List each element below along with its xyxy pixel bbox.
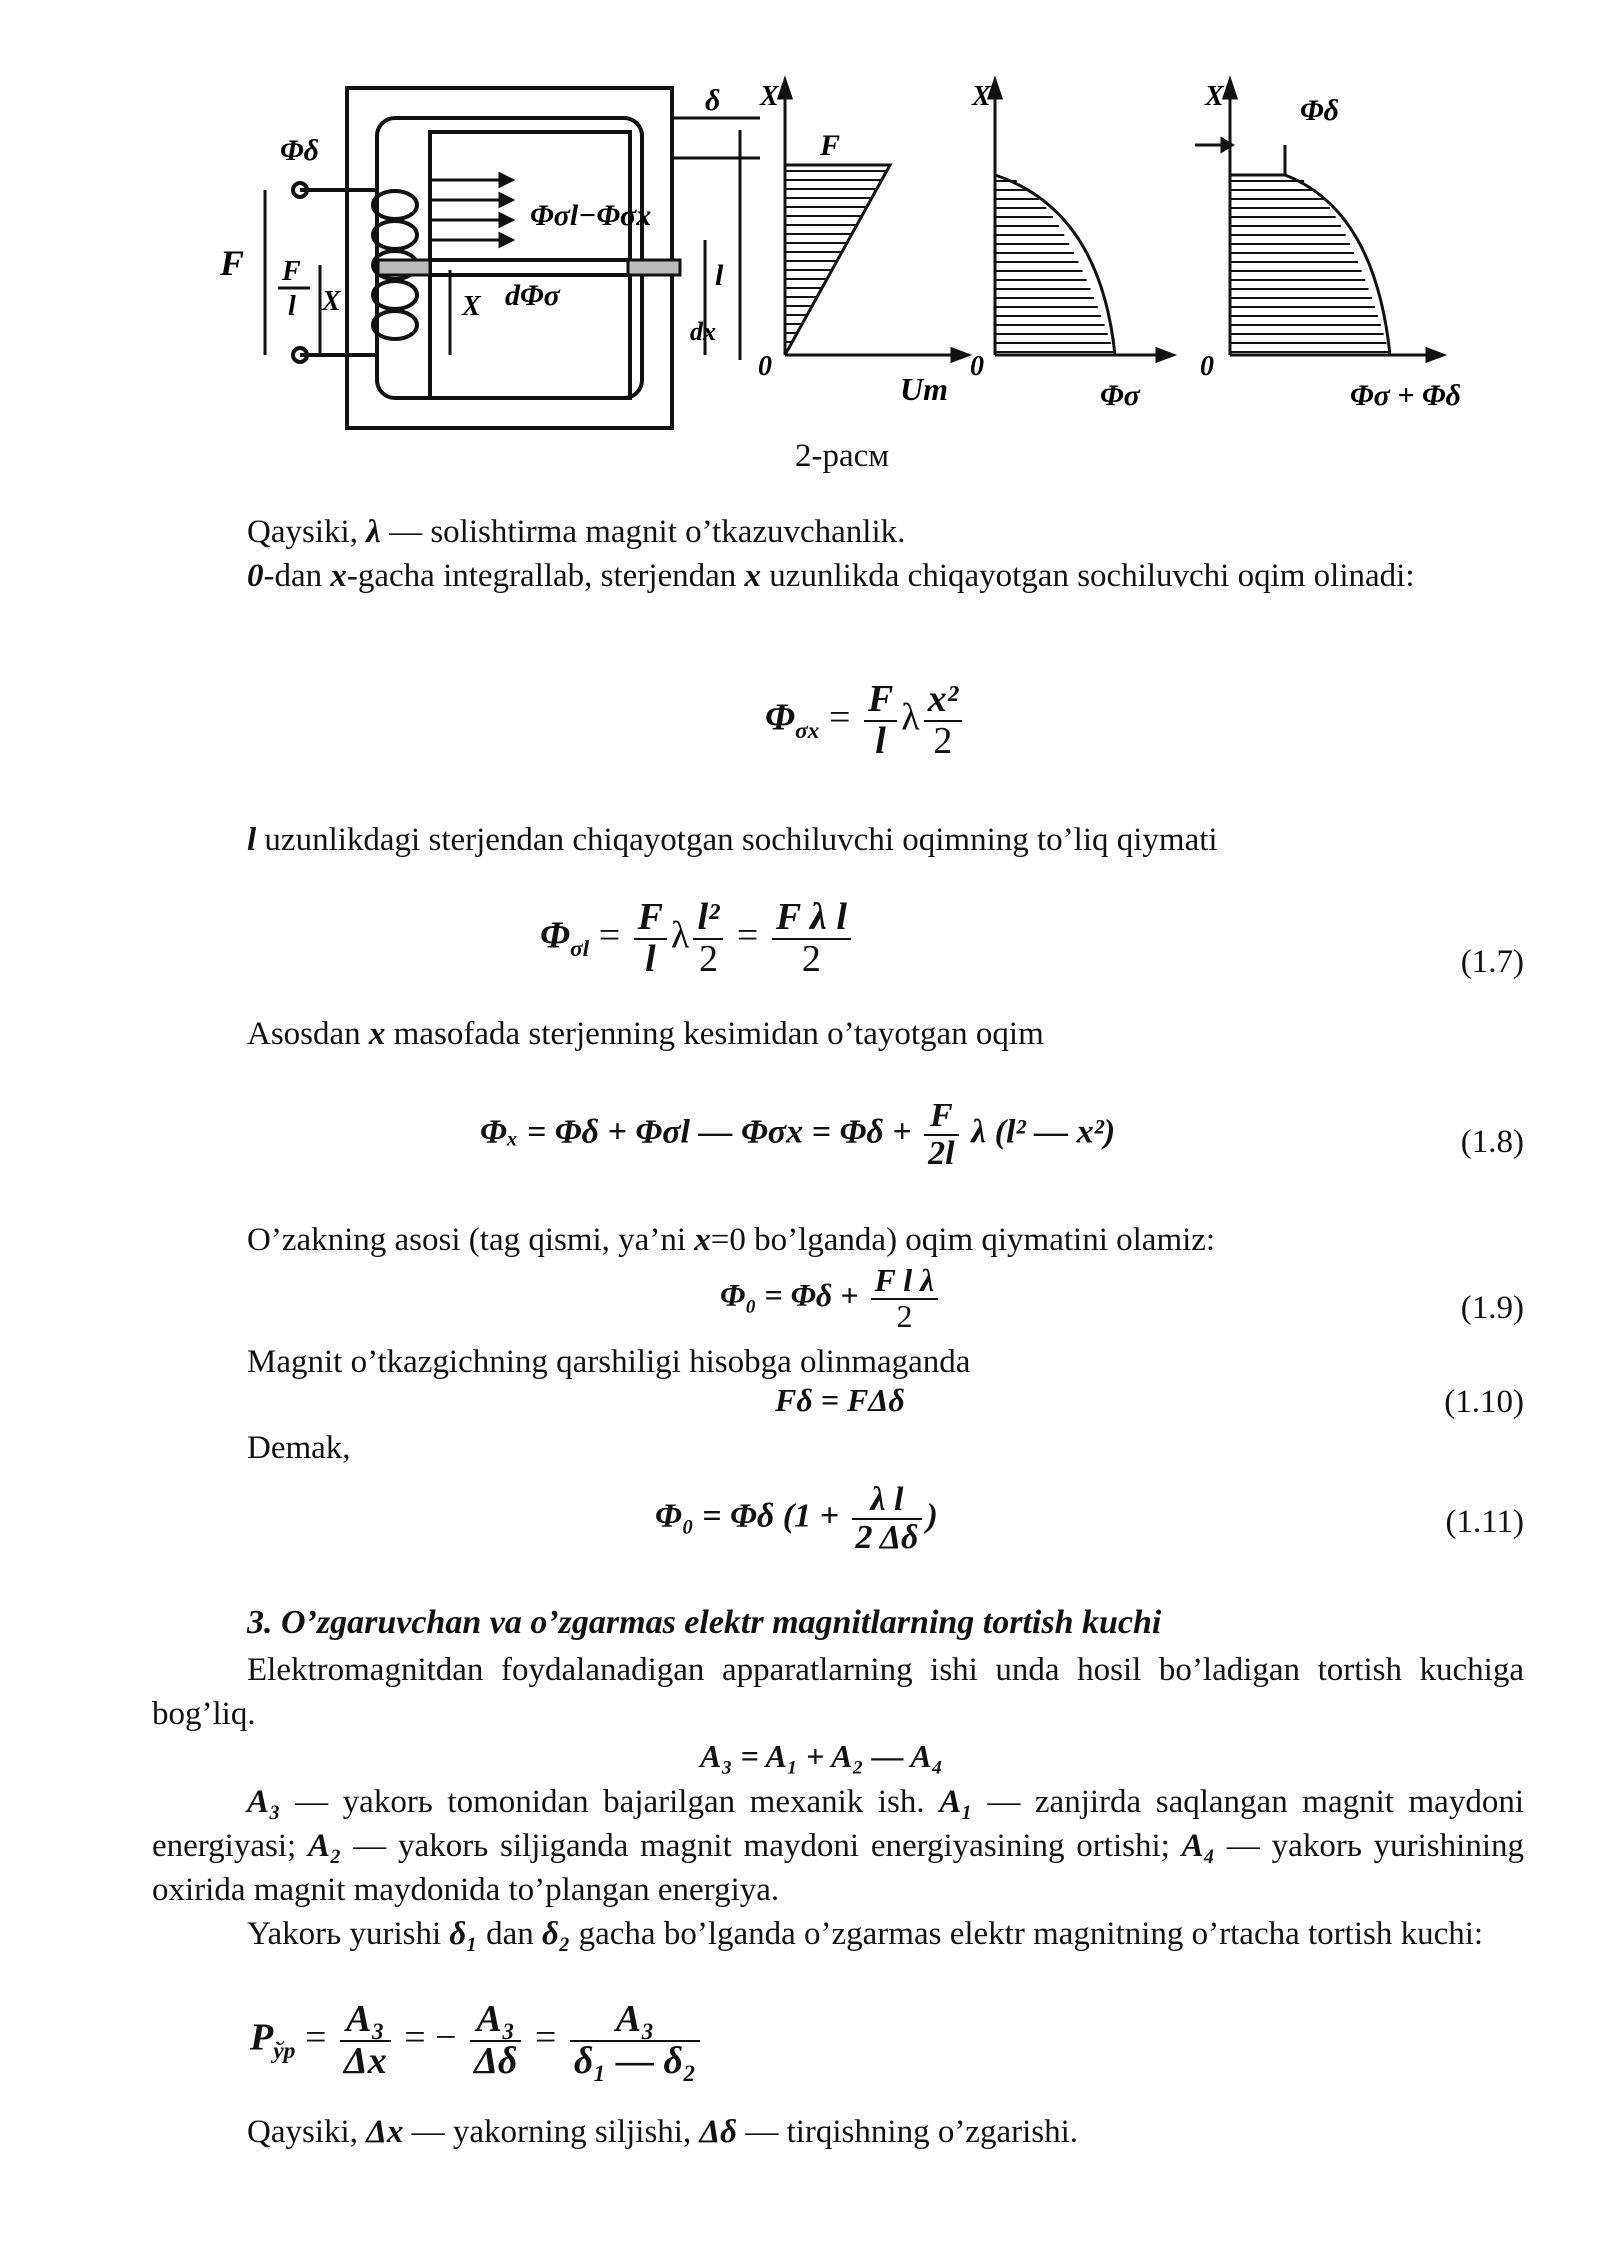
- label-d-phi: dΦσ: [505, 279, 560, 312]
- text: uzunlikdagi sterjendan chiqayotgan sochiluvchi oqimning to’liq qiymati: [256, 822, 1218, 858]
- paragraph-full-value: [152, 818, 1524, 862]
- equation-number: (1.11): [1445, 1504, 1524, 1540]
- label-zero-1: 0: [758, 351, 772, 382]
- label-x-side: X: [322, 286, 341, 317]
- label-F-over-l-num: F: [282, 256, 301, 287]
- equation-work: A₃ = A₁ + A₂ — A₄: [700, 1738, 943, 1774]
- text: Qaysiki,: [247, 514, 367, 550]
- paragraph-work-terms: [152, 1780, 1524, 1912]
- paragraph-lambda: [152, 510, 1524, 554]
- paragraph-armature-stroke: [152, 1912, 1524, 1956]
- magnetic-core-drawing: [347, 88, 672, 428]
- label-dx: dx: [690, 317, 716, 346]
- lambda-symbol: λ: [366, 514, 381, 550]
- text: — tirqishning o’zgarishi.: [737, 2114, 1079, 2150]
- label-phi-sum: Φσ + Φδ: [1350, 379, 1461, 412]
- text: — zanjirda saqlangan magnit maydoni energiyasi;: [152, 1784, 1524, 1864]
- symbol: x: [694, 1222, 711, 1258]
- paragraph-resistance: Magnit o’tkazgichning qarshiligi hisobga olinmaganda: [247, 1344, 971, 1380]
- text: -gacha integrallab, sterjendan: [346, 558, 745, 594]
- text: Yakorь yurishi: [247, 1916, 450, 1952]
- text: Asosdan: [247, 1016, 369, 1052]
- equation-number: (1.10): [1444, 1384, 1524, 1420]
- label-x-inner: X: [462, 291, 481, 322]
- text: — yakorning siljishi,: [403, 2114, 700, 2150]
- leakage-flux-plot: [989, 80, 1173, 361]
- leakage-flux-arrows: [432, 174, 512, 246]
- text: dan: [477, 1916, 542, 1952]
- symbol: 0: [247, 558, 264, 594]
- label-F: F: [220, 243, 245, 283]
- equation-1-9: Φ₀ = Φδ + $\frac{\text{F l λ}}{2}$: [720, 1264, 942, 1333]
- label-phi-sl-minus-sx: Φσl−Φσx: [530, 199, 652, 232]
- text: =0 bo’lganda) oqim qiymatini olamiz:: [710, 1222, 1216, 1258]
- total-flux-hatching: [1230, 181, 1389, 352]
- equation-phi-sx: $\Phi_{\sigma x}$ = $\frac{F}{l}$ λ $\frac{\text{x²}}{2}$: [765, 680, 966, 762]
- text: gacha bo’lganda o’zgarmas elektr magnitning o’rtacha tortish kuchi:: [570, 1916, 1484, 1952]
- equation-1-11: Φ₀ = Φδ (1 + $\frac{\text{λ l}}{2 \Delta\delta}$ ): [655, 1481, 938, 1556]
- symbol: x: [330, 558, 347, 594]
- label-X-axis-1: X: [760, 81, 779, 112]
- symbol: l: [247, 822, 257, 858]
- symbol: Δδ: [699, 2114, 738, 2150]
- label-phi-delta-left: Φδ: [280, 134, 320, 167]
- symbol: A₂: [307, 1828, 342, 1864]
- symbol: x: [744, 558, 762, 594]
- label-X-axis-2: X: [972, 81, 991, 112]
- text: — yakorь tomonidan bajarilgan mexanik ish.: [280, 1784, 940, 1820]
- text: Qaysiki,: [247, 2114, 367, 2150]
- equation-number: (1.7): [1460, 944, 1524, 980]
- mmf-distribution-plot: [779, 80, 968, 361]
- text: uzunlikda chiqayotgan sochiluvchi oqim olinadi:: [761, 558, 1415, 594]
- text: — yakorь yurishining oxirida magnit maydonida to’plangan energiya.: [152, 1828, 1524, 1908]
- equation-1-10: Fδ = FΔδ: [775, 1382, 905, 1418]
- text: O’zakning asosi (tag qismi, ya’ni: [247, 1222, 695, 1258]
- symbol: A₁: [939, 1784, 973, 1820]
- magnetic-core-figure: [200, 70, 1500, 440]
- symbol: δ₂: [541, 1916, 571, 1952]
- symbol: A₃: [247, 1784, 281, 1820]
- hatched-sections: [378, 260, 680, 275]
- equation-force: $P_{ўр}$ = $\frac{\text{A₃}}{\Delta x}$ = − $\frac{\text{A₃}}{\Delta\delta}$ = $\frac{\text{A₃}}{\text{δ₁ — δ₂}}$: [250, 2000, 704, 2082]
- symbol: δ₁: [449, 1916, 478, 1952]
- paragraph-base-flux: [152, 1218, 1524, 1262]
- figure-caption: 2-расм: [795, 438, 890, 474]
- label-delta: δ: [705, 84, 721, 117]
- symbol: x: [368, 1016, 386, 1052]
- paragraph-flux-at-x: [152, 1012, 1524, 1056]
- equation-1-8: Φₓ = Φδ + Φσl — Φσx = Φδ + $\frac{F}{2l}$ λ (l² — x²): [480, 1097, 1116, 1172]
- leakage-flux-hatching: [995, 181, 1114, 352]
- label-X-axis-3: X: [1205, 81, 1224, 112]
- label-zero-3: 0: [1200, 351, 1214, 382]
- label-phi-delta-top: Φδ: [1300, 94, 1340, 127]
- section-heading: 3. O’zgaruvchan va o’zgarmas elektr magnitlarning tortish kuchi: [247, 1604, 1162, 1641]
- symbol: Δx: [366, 2114, 404, 2150]
- label-F-over-l-den: l: [288, 291, 296, 322]
- text: — yakorь siljiganda magnit maydoni energiyasining ortishi;: [341, 1828, 1182, 1864]
- label-zero-2: 0: [970, 351, 984, 382]
- label-Um: Um: [900, 371, 948, 407]
- symbol: A₄: [1181, 1828, 1216, 1864]
- paragraph-where: [247, 2110, 1078, 2154]
- text: masofada sterjenning kesimidan o’tayotgan oqim: [385, 1016, 1044, 1052]
- paragraph-integration: [152, 554, 1524, 598]
- paragraph-demak: Demak,: [247, 1430, 351, 1466]
- text: — solishtirma magnit o’tkazuvchanlik.: [380, 514, 906, 550]
- label-phi-sigma: Φσ: [1100, 379, 1140, 412]
- mmf-hatching: [785, 171, 887, 351]
- text: -dan: [263, 558, 331, 594]
- equation-number: (1.9): [1460, 1290, 1524, 1326]
- label-l: l: [715, 259, 724, 292]
- equation-1-7: $\Phi_{\sigma l}$ = $\frac{F}{l}$ λ $\frac{\text{l²}}{2}$ = $\frac{\text{F λ l}}{2}$: [540, 898, 855, 980]
- equation-number: (1.8): [1460, 1124, 1524, 1160]
- paragraph-electromagnet: Elektromagnitdan foydalanadigan apparatlarning ishi unda hosil bo’ladigan tortish kuchiga bog’liq.: [152, 1652, 1524, 1732]
- label-F-curve: F: [820, 129, 841, 162]
